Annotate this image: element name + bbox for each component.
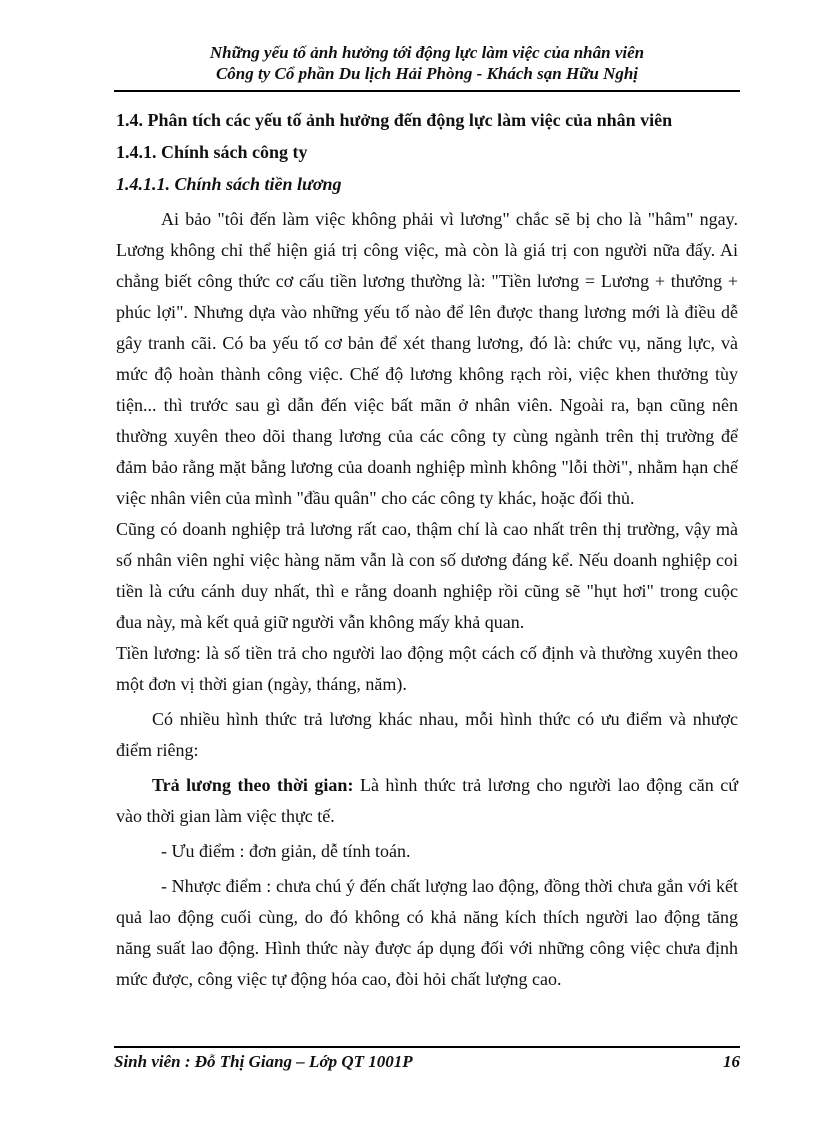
page-number: 16: [723, 1052, 740, 1071]
paragraph-time-based-pay: [116, 770, 738, 832]
paragraph-advantages: - Ưu điểm : đơn giản, dễ tính toán.: [161, 841, 411, 861]
section-heading-1-4: 1.4. Phân tích các yếu tố ảnh hưởng đến động lực làm việc của nhân viên: [116, 110, 673, 130]
section-heading-1-4-1-1: 1.4.1.1. Chính sách tiền lương: [116, 174, 342, 194]
footer-divider: [114, 1046, 740, 1048]
footer-student-info: Sinh viên : Đỗ Thị Giang – Lớp QT 1001P: [114, 1052, 413, 1071]
time-based-pay-label: Trả lương theo thời gian:: [152, 775, 354, 795]
paragraph-salary-definition: Tiền lương: là số tiền trả cho người lao động một cách cố định và thường xuyên theo một đơn vị thời gian (ngày, tháng, năm).: [116, 643, 738, 694]
document-body: [116, 104, 738, 995]
paragraph-high-salary: Cũng có doanh nghiệp trả lương rất cao, thậm chí là cao nhất trên thị trường, vậy mà số nhân viên nghỉ việc hàng năm vẫn là con số dương đáng kể. Nếu doanh nghiệp coi tiền là cứu cánh duy nhất, thì e rằng doanh nghiệp rồi cũng sẽ "hụt hơi" trong cuộc đua này, mà kết quả giữ người vẫn không mấy khả quan.: [116, 519, 738, 632]
page-header: [114, 42, 740, 84]
header-title-line-1: Những yếu tố ảnh hưởng tới động lực làm việc của nhân viên: [209, 43, 645, 62]
time-based-pay-text: Là hình thức trả lương cho người lao động căn cứ vào thời gian làm việc thực tế.: [116, 775, 738, 826]
page-footer: [114, 1052, 740, 1072]
header-divider: [114, 90, 740, 92]
header-title-line-2: Công ty Cổ phần Du lịch Hải Phòng - Khách sạn Hữu Nghị: [215, 64, 639, 83]
section-heading-1-4-1: 1.4.1. Chính sách công ty: [116, 142, 308, 162]
paragraph-salary-intro: Ai bảo "tôi đến làm việc không phải vì lương" chắc sẽ bị cho là "hâm" ngay. Lương không chỉ thể hiện giá trị công việc, mà còn là giá trị con người nữa đấy. Ai chẳng biết công thức cơ cấu tiền lương thường là: "Tiền lương = Lương + thưởng + phúc lợi". Nhưng dựa vào những yếu tố nào để lên được thang lương mới là điều dễ gây tranh cãi. Có ba yếu tố cơ bản để xét thang lương, đó là: chức vụ, năng lực, và mức độ hoàn thành công việc. Chế độ lương không rạch ròi, việc khen thưởng tùy tiện... thì trước sau gì dẫn đến việc bất mãn ở nhân viên. Ngoài ra, bạn cũng nên thường xuyên theo dõi thang lương của các công ty cùng ngành trên thị trường để đảm bảo rằng mặt bằng lương của doanh nghiệp mình không "lỗi thời", nhằm hạn chế việc nhân viên của mình "đầu quân" cho các công ty khác, hoặc đối thủ.: [116, 209, 738, 508]
paragraph-disadvantages: - Nhược điểm : chưa chú ý đến chất lượng lao động, đồng thời chưa gắn với kết quả lao động cuối cùng, do đó không có khả năng kích thích người lao động tăng năng suất lao động. Hình thức này được áp dụng đối với những công việc chưa định mức được, công việc tự động hóa cao, đòi hỏi chất lượng cao.: [116, 876, 738, 989]
paragraph-payment-forms: Có nhiều hình thức trả lương khác nhau, mỗi hình thức có ưu điểm và nhược điểm riêng:: [116, 709, 738, 760]
